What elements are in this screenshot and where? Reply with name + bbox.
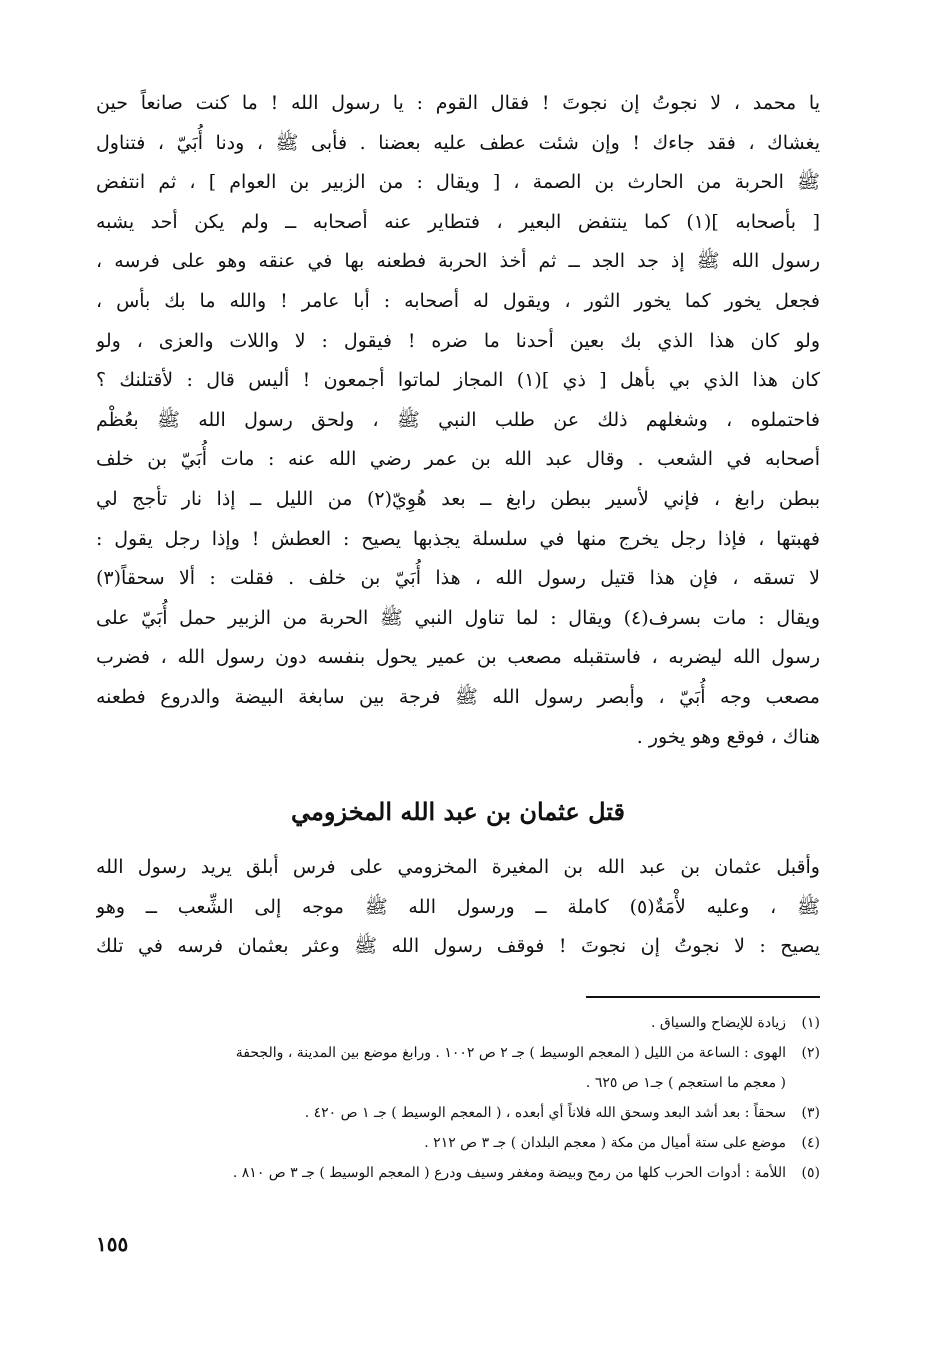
footnote-separator (586, 996, 820, 998)
footnote-number: (٤) (801, 1135, 820, 1151)
body-line: ببطن رابغ ، فإني لأسير ببطن رابغ ــ بعد هُوِيّ(٢) من الليل ــ إذا نار تأجج لي (96, 487, 820, 510)
footnote-item (96, 1008, 820, 1038)
body-line: ولو كان هذا الذي بك بعين أحدنا ما ضره ! فيقول : لا واللات والعزى ، ولو (96, 329, 820, 352)
page-number: ١٥٥ (96, 1232, 129, 1256)
body-line: ويقال : مات بسرف(٤) ويقال : لما تناول النبي ﷺ الحربة من الزبير حمل أُبَيّ على (96, 606, 820, 629)
body-line: وأقبل عثمان بن عبد الله بن المغيرة المخزومي على فرس أبلق يريد رسول الله (96, 856, 820, 878)
body-line: [ بأصحابه ](١) كما ينتفض البعير ، فتطاير عنه أصحابه ــ ولم يكن أحد يشبه (96, 210, 820, 233)
footnote-text: ( معجم ما استعجم ) جـ١ ص ٦٢٥ . (585, 1075, 786, 1091)
footnote-number (786, 1068, 820, 1098)
body-line: كان هذا الذي بي بأهل [ ذي ](١) المجاز لماتوا أجمعون ! أليس قال : لأقتلنك ؟ (96, 369, 820, 392)
body-line: أصحابه في الشعب . وقال عبد الله بن عمر رضي الله عنه : مات أُبَيّ بن خلف (96, 448, 820, 471)
body-line: لا تسقه ، فإن هذا قتيل رسول الله ، هذا أُبَيّ بن خلف . فقلت : ألا سحقاً(٣) (96, 567, 820, 590)
footnote-number: (٢) (801, 1045, 820, 1061)
footnote-item (96, 1158, 820, 1188)
body-line: رسول الله ﷺ إذ جد الجد ــ ثم أخذ الحربة فطعنه بها في عنقه وهو على فرسه ، (96, 250, 820, 273)
body-line: مصعب وجه أُبَيّ ، وأبصر رسول الله ﷺ فرجة بين سابغة البيضة والدروع فطعنه (96, 685, 820, 708)
section-heading: قتل عثمان بن عبد الله المخزومي (291, 797, 625, 826)
footnote-item (96, 1128, 820, 1158)
body-line: ﷺ الحربة من الحارث بن الصمة ، [ ويقال : من الزبير بن العوام ] ، ثم انتفض (96, 171, 820, 194)
body-line: يا محمد ، لا نجوتُ إن نجوتَ ! فقال القوم : يا رسول الله ! ما كنت صانعاً حين (96, 92, 820, 114)
body-line: فجعل يخور كما يخور الثور ، ويقول له أصحابه : أبا عامر ! والله ما بك بأس ، (96, 289, 820, 312)
footnote-item (96, 1068, 820, 1098)
body-line: ﷺ ، وعليه لأْمَةٌ(٥) كاملة ــ ورسول الله ﷺ موجه إلى الشِّعب ــ وهو (96, 895, 820, 918)
body-line: فهبتها ، فإذا رجل يخرج منها في سلسلة يجذبها يصيح : العطش ! وإذا رجل يقول : (96, 527, 820, 550)
footnote-text: اللأمة : أدوات الحرب كلها من رمح وبيضة ومغفر وسيف ودرع ( المعجم الوسيط ) جـ ٣ ص ٨١٠ . (232, 1165, 786, 1181)
footnote-text: الهوى : الساعة من الليل ( المعجم الوسيط ) جـ ٢ ص ١٠٠٢ . ورابغ موضع بين المدينة ، والجحفة (235, 1045, 786, 1061)
body-line: يصيح : لا نجوتُ إن نجوتَ ! فوقف رسول الله ﷺ وعثر بعثمان فرسه في تلك (96, 935, 820, 958)
footnote-number: (١) (801, 1015, 820, 1031)
body-line: يغشاك ، فقد جاءك ! وإن شئت عطف عليه بعضنا . فأبى ﷺ ، ودنا أُبَيّ ، فتناول (96, 131, 820, 154)
footnotes (96, 1008, 820, 1188)
body-line: فاحتملوه ، وشغلهم ذلك عن طلب النبي ﷺ ، ولحق رسول الله ﷺ بعُظْم (96, 408, 820, 431)
footnote-text: زيادة للإيضاح والسياق . (650, 1015, 786, 1031)
main-paragraph (96, 84, 820, 757)
footnote-number: (٥) (801, 1165, 820, 1181)
footnote-item (96, 1098, 820, 1128)
body-line: هناك ، فوقع وهو يخور . (636, 725, 820, 748)
footnote-item (96, 1038, 820, 1068)
second-paragraph (96, 848, 820, 967)
body-line: رسول الله ليضربه ، فاستقبله مصعب بن عمير يحول بنفسه دون رسول الله ، فضرب (96, 646, 820, 669)
footnote-text: سحقاً : بعد أشد البعد وسحق الله فلاناً أي أبعده ، ( المعجم الوسيط ) جـ ١ ص ٤٢٠ . (304, 1105, 786, 1121)
footnote-text: موضع على ستة أميال من مكة ( معجم البلدان ) جـ ٣ ص ٢١٢ . (424, 1135, 786, 1151)
footnote-number: (٣) (801, 1105, 820, 1121)
